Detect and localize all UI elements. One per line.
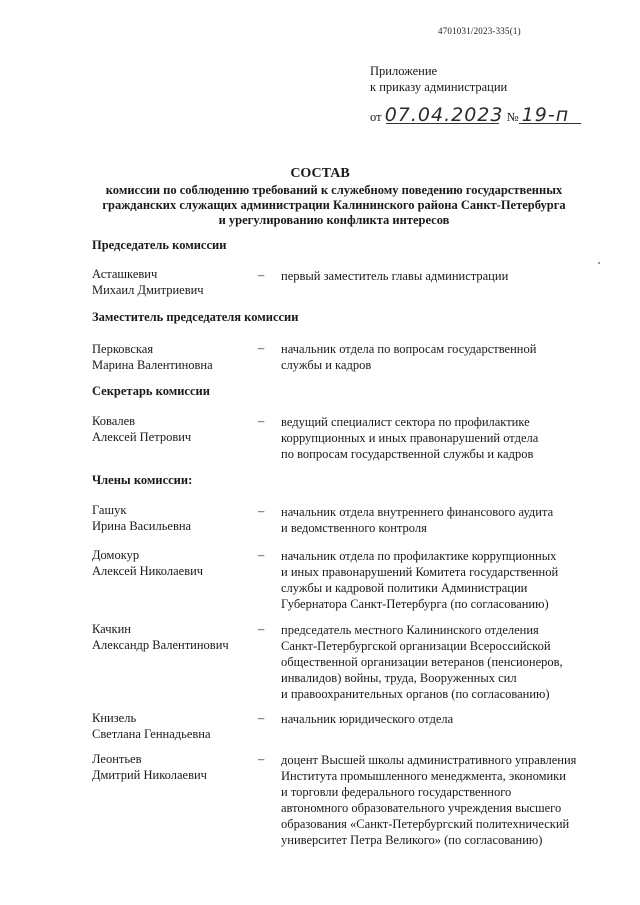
position-line: доцент Высшей школы административного управления [281, 753, 577, 767]
surname: Гашук [92, 503, 127, 517]
position-line: и ведомственного контроля [281, 521, 427, 535]
position-line: образования «Санкт-Петербургский политехнический [281, 817, 570, 831]
given-names: Ирина Васильевна [92, 519, 192, 533]
member-position [281, 711, 453, 727]
section-deputy: Заместитель председателя комиссии [92, 310, 299, 324]
position-line: начальник отдела по вопросам государственной [281, 342, 537, 356]
dash-separator: – [258, 711, 265, 725]
member-position [281, 341, 536, 373]
position-line: первый заместитель главы администрации [281, 269, 509, 283]
dash-separator: – [258, 414, 265, 428]
number-prefix: № [506, 110, 519, 124]
position-line: начальник юридического отдела [281, 712, 454, 726]
section-members: Члены комиссии: [92, 473, 193, 487]
position-line: и правоохранительных органов (по согласованию) [281, 687, 550, 701]
surname: Домокур [92, 548, 140, 562]
position-line: начальник отдела внутреннего финансового аудита [281, 505, 554, 519]
member-name [92, 266, 204, 298]
position-line: инвалидов) войны, труда, Вооруженных сил [281, 671, 517, 685]
member-name [92, 413, 191, 445]
surname: Ковалев [92, 414, 136, 428]
document-title: СОСТАВ [290, 166, 350, 181]
position-line: Губернатора Санкт-Петербурга (по согласованию) [281, 597, 549, 611]
position-line: начальник отдела по профилактике коррупционных [281, 549, 557, 563]
dash-separator: – [258, 268, 265, 282]
scan-speck [598, 262, 600, 264]
given-names: Дмитрий Николаевич [92, 768, 207, 782]
section-chair: Председатель комиссии [92, 238, 227, 252]
member-name [92, 502, 191, 534]
appendix-line-2: к приказу администрации [370, 80, 508, 94]
position-line: по вопросам государственной службы и кадров [281, 447, 534, 461]
surname: Леонтьев [92, 752, 142, 766]
member-name [92, 710, 211, 742]
date-underline [386, 123, 499, 124]
position-line: председатель местного Калининского отделения [281, 623, 539, 637]
surname: Качкин [92, 622, 131, 636]
subtitle-line: комиссии по соблюдению требований к служебному поведению государственных [105, 183, 563, 197]
position-line: университет Петра Великого» (по согласованию) [281, 833, 543, 847]
dash-separator: – [258, 548, 265, 562]
position-line: и иных правонарушений Комитета государственной [281, 565, 559, 579]
surname: Книзель [92, 711, 137, 725]
member-position [281, 504, 553, 536]
member-name [92, 751, 207, 783]
given-names: Светлана Геннадьевна [92, 727, 211, 741]
member-position [281, 414, 538, 462]
dash-separator: – [258, 752, 265, 766]
member-position [281, 268, 508, 284]
position-line: коррупционных и иных правонарушений отдела [281, 431, 539, 445]
date-prefix: от [370, 110, 382, 124]
document-subtitle [86, 183, 582, 228]
given-names: Марина Валентиновна [92, 358, 213, 372]
member-position [281, 548, 558, 612]
position-line: Института промышленного менеджмента, экономики [281, 769, 566, 783]
member-name [92, 621, 229, 653]
position-line: общественной организации ветеранов (пенсионеров, [281, 655, 563, 669]
member-name [92, 547, 203, 579]
surname: Перковская [92, 342, 154, 356]
section-secretary: Секретарь комиссии [92, 384, 210, 398]
member-position [281, 752, 576, 848]
dash-separator: – [258, 504, 265, 518]
subtitle-line: и урегулированию конфликта интересов [218, 213, 450, 227]
given-names: Александр Валентинович [92, 638, 229, 652]
position-line: службы и кадров [281, 358, 372, 372]
position-line: Санкт-Петербургской организации Всероссийской [281, 639, 551, 653]
order-number: 19-п [521, 104, 570, 126]
appendix-header [370, 63, 507, 95]
subtitle-line: гражданских служащих администрации Калининского района Санкт-Петербурга [102, 198, 566, 212]
surname: Асташкевич [92, 267, 158, 281]
position-line: службы и кадровой политики Администрации [281, 581, 528, 595]
member-name [92, 341, 213, 373]
position-line: и торговли федерального государственного [281, 785, 512, 799]
dash-separator: – [258, 622, 265, 636]
number-underline [519, 123, 581, 124]
document-id: 4701031/2023-335(1) [438, 26, 521, 36]
given-names: Алексей Петрович [92, 430, 192, 444]
position-line: автономного образовательного учреждения высшего [281, 801, 562, 815]
appendix-line-1: Приложение [370, 64, 438, 78]
order-date: 07.04.2023 [384, 104, 504, 126]
given-names: Алексей Николаевич [92, 564, 204, 578]
member-position [281, 622, 563, 702]
position-line: ведущий специалист сектора по профилактике [281, 415, 530, 429]
given-names: Михаил Дмитриевич [92, 283, 204, 297]
dash-separator: – [258, 341, 265, 355]
